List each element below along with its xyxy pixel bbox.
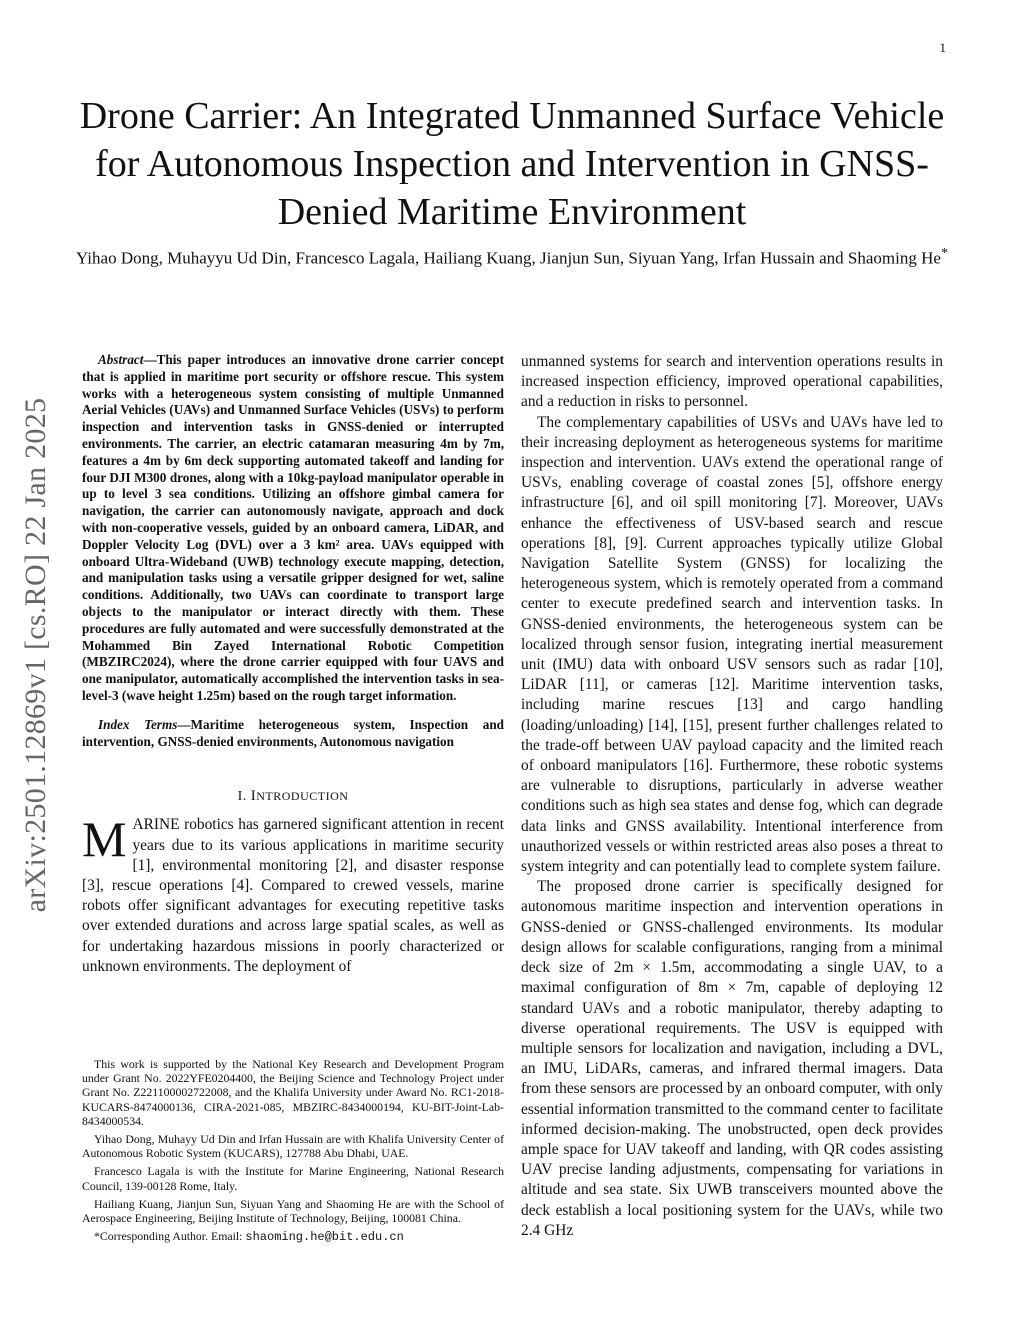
- intro-paragraph: [82, 811, 504, 977]
- abstract: [82, 352, 504, 705]
- footnote-affiliation-1: Yihao Dong, Muhayy Ud Din and Irfan Hussain are with Khalifa University Center of Autonomous Robotic System (KUCARS), 127788 Abu Dhabi, UAE.: [82, 1132, 504, 1161]
- paper-title: Drone Carrier: An Integrated Unmanned Surface Vehicle for Autonomous Inspection and Intervention in GNSS-Denied Maritime Environment: [79, 95, 945, 233]
- abstract-label: Abstract: [98, 352, 144, 367]
- footnote-corresponding: [82, 1229, 504, 1244]
- footnote-affiliation-2: Francesco Lagala is with the Institute for Marine Engineering, National Research Council, 139-00128 Rome, Italy.: [82, 1164, 504, 1193]
- right-column: [521, 352, 943, 1241]
- arxiv-stamp-text: arXiv:2501.12869v1 [cs.RO] 22 Jan 2025: [19, 397, 52, 913]
- section-numeral: I.: [237, 789, 247, 805]
- arxiv-stamp: [16, 360, 56, 950]
- index-terms-label: Index Terms: [98, 716, 178, 732]
- author-names: Yihao Dong, Muhayyu Ud Din, Francesco Lagala, Hailiang Kuang, Jianjun Sun, Siyuan Yang, Irfan Hussain and Shaoming He: [75, 248, 941, 268]
- author-list: [70, 242, 954, 270]
- page-number: 1: [939, 40, 946, 55]
- corresponding-email: shaoming.he@bit.edu.cn: [245, 1230, 404, 1245]
- right-paragraph-2: The complementary capabilities of USVs and UAVs have led to their increasing deployment as heterogeneous systems for maritime inspection and intervention. UAVs extend the operational range of USVs, enabling coverage of coastal zones [5], offshore energy infrastructure [6], and oil spill monitoring [7]. Moreover, UAVs enhance the effectiveness of USV-based search and rescue operations [8], [9]. Current approaches typically utilize Global Navigation Satellite System (GNSS) for localizing the heterogeneous system, which is remotely operated from a command center to execute predefined search and intervention tasks. In GNSS-denied environments, the heterogeneous system can be localized through sensor fusion, integrating inertial measurement unit (IMU) data with onboard USV sensors such as radar [10], LiDAR [11], or cameras [12]. Maritime intervention tasks, including marine rescues [13] and cargo handling (loading/unloading) [14], [15], present further challenges related to the trade-off between UAV payload capacity and the limited reach of onboard manipulators [16]. Furthermore, these robotic systems are vulnerable to disruptions, particularly in adverse weather conditions such as high sea states and dense fog, which can degrade data links and GNSS availability. Intentional interference from unauthorized vessels or within restricted areas also poses a threat to system integrity and can potentially lead to complete system failure.: [521, 413, 943, 876]
- corresponding-mark: *: [940, 245, 949, 261]
- drop-cap: M: [82, 811, 127, 868]
- section-title: INTRODUCTION: [250, 788, 349, 805]
- right-paragraph-1: unmanned systems for search and intervention operations results in increased inspection efficiency, improved operational capabilities, and a reduction in risks to personnel.: [521, 353, 943, 411]
- right-paragraph-3: The proposed drone carrier is specifically designed for autonomous maritime inspection and intervention operations in GNSS-denied or GNSS-challenged environments. Its modular design allows for scalable configurations, ranging from a minimal deck size of 2m × 1.5m, accommodating a single UAV, to a maximal configuration of 8m × 7m, capable of deploying 12 standard UAVs and a robotic manipulator, thereby adapting to diverse operational requirements. The USV is equipped with multiple sensors for localization and navigation, including a DVL, an IMU, LiDARs, cameras, and infrared thermal imagers. Data from these sensors are processed by an onboard computer, with only essential information transmitted to the command center to facilitate informed decision-making. The unobstructed, open deck provides ample space for UAV takeoff and landing, with QR codes assisting UAV precise landing adjustments, compensating for variations in altitude and sea state. Six UWB transceivers mounted above the deck establish a local positioning system for the UAVs, while two 2.4 GHz: [521, 878, 943, 1239]
- index-terms: [82, 717, 504, 751]
- intro-text: ARINE robotics has garnered significant attention in recent years due to its various applications in maritime security [1], environmental monitoring [2], and disaster response [3], rescue operations [4]. Compared to crewed vessels, marine robots offer significant advantages for executing repetitive tasks over extended durations and across large spatial scales, as well as for undertaking hazardous missions in poorly characterized or unknown environments. The deployment of: [82, 816, 504, 975]
- footnote-affiliation-3: Hailiang Kuang, Jianjun Sun, Siyuan Yang and Shaoming He are with the School of Aerospace Engineering, Beijing Institute of Technology, Beijing, 100081 China.: [82, 1196, 504, 1226]
- left-column: [82, 352, 504, 977]
- footnote-funding: This work is supported by the National Key Research and Development Program under Grant No. 2022YFE0204400, the Beijing Science and Technology Project under Grant No. Z221100002722008, and the Khalifa University under Award No. RC1-2018-KUCARS-8474000136, CIRA-2021-085, MBZIRC-8434000194, KU-BIT-Joint-Lab-8434000534.: [82, 1057, 504, 1128]
- corresponding-prefix: *Corresponding Author. Email:: [94, 1229, 246, 1244]
- index-terms-text: —Maritime heterogeneous system, Inspection and intervention, GNSS-denied environments, Autonomous navigation: [82, 716, 505, 749]
- footnotes: [82, 1057, 504, 1248]
- section-heading: [82, 788, 504, 805]
- abstract-text: —This paper introduces an innovative drone carrier concept that is applied in maritime port security or offshore rescue. This system works with a heterogeneous system consisting of multiple Unmanned Aerial Vehicles (UAVs) and Unmanned Surface Vehicles (USVs) to perform inspection and intervention tasks in GNSS-denied or interrupted environments. The carrier, an electric catamaran measuring 4m by 7m, features a 4m by 6m deck supporting automated takeoff and landing for four DJI M300 drones, along with a 10kg-payload manipulator operable in up to level 3 sea conditions. Utilizing an offshore gimbal camera for navigation, the carrier can autonomously navigate, approach and dock with non-cooperative vessels, guided by an onboard camera, LiDAR, and Doppler Velocity Log (DVL) over a 3 km² area. UAVs equipped with onboard Ultra-Wideband (UWB) technology execute mapping, detection, and manipulation tasks using a versatile gripper designed for wet, saline conditions. Additionally, two UAVs can coordinate to transport large objects to the manipulator or interact directly with them. These procedures are fully automated and were successfully demonstrated at the Mohammed Bin Zayed International Robotic Competition (MBZIRC2024), where the drone carrier equipped with four UAVS and one manipulator, automatically accomplished the intervention tasks in sea-level-3 (wave height 1.25m) based on the rough target information.: [82, 352, 504, 703]
